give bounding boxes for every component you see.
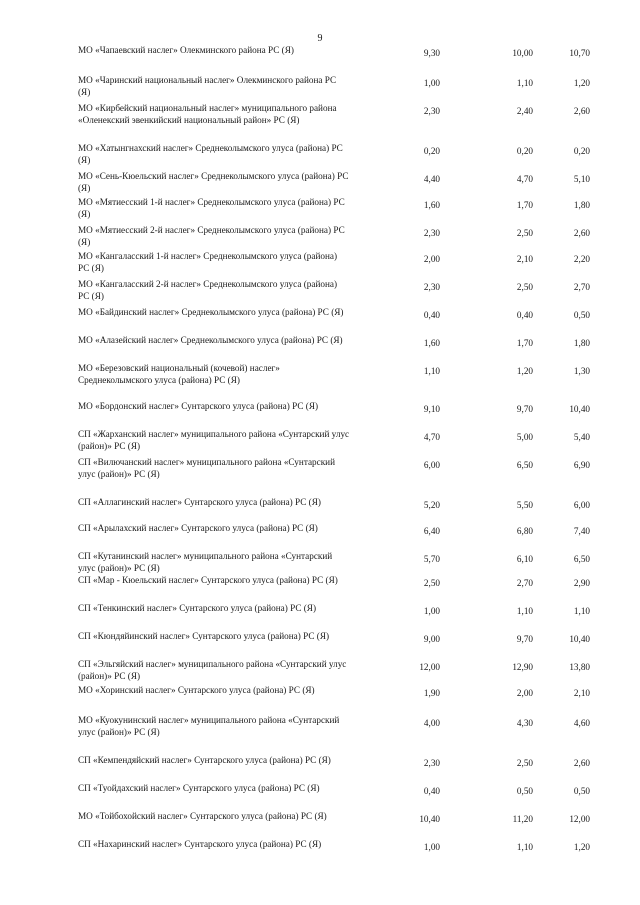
row-value-v2: 2,00 [516, 688, 533, 698]
row-value-v1: 1,60 [423, 338, 440, 348]
row-value-v3: 1,80 [573, 200, 590, 210]
row-value-v1: 5,70 [423, 554, 440, 564]
row-value-v2: 6,80 [516, 526, 533, 536]
row-value-v1: 1,90 [423, 688, 440, 698]
row-value-v1: 9,00 [423, 634, 440, 644]
row-name: СП «Туойдахский наслег» Сунтарского улуса (района) РС (Я) [78, 783, 320, 793]
row-value-v2: 2,50 [516, 228, 533, 238]
row-name: СП «Кутанинский наслег» муниципального района «Сунтарский улус (район)» РС (Я) [78, 551, 333, 573]
row-name: СП «Аллагинский наслег» Сунтарского улуса (района) РС (Я) [78, 497, 321, 507]
row-value-v3: 2,60 [573, 106, 590, 116]
row-value-v2: 4,30 [516, 718, 533, 728]
row-value-v2: 6,50 [516, 460, 533, 470]
row-value-v2: 2,40 [516, 106, 533, 116]
row-value-v1: 4,00 [423, 718, 440, 728]
row-value-v1: 0,40 [423, 786, 440, 796]
row-value-v2: 2,50 [516, 758, 533, 768]
row-name: СП «Вилючанский наслег» муниципального района «Сунтарский улус (район)» РС (Я) [78, 457, 335, 479]
row-value-v1: 2,30 [423, 758, 440, 768]
row-value-v1: 1,00 [423, 842, 440, 852]
row-value-v2: 5,00 [516, 432, 533, 442]
row-name: МО «Хоринский наслег» Сунтарского улуса (района) РС (Я) [78, 685, 315, 695]
row-value-v2: 0,50 [516, 786, 533, 796]
row-value-v3: 10,40 [569, 404, 590, 414]
row-value-v2: 2,70 [516, 578, 533, 588]
row-value-v2: 2,50 [516, 282, 533, 292]
row-name: СП «Мар - Кюельский наслег» Сунтарского улуса (района) РС (Я) [78, 575, 338, 585]
row-name: МО «Березовский национальный (кочевой) наслег» Среднеколымского улуса (района) РС (Я) [78, 363, 280, 385]
row-value-v3: 7,40 [573, 526, 590, 536]
row-value-v3: 1,10 [573, 606, 590, 616]
row-value-v1: 2,30 [423, 282, 440, 292]
row-value-v3: 2,60 [573, 758, 590, 768]
row-value-v1: 9,30 [423, 48, 440, 58]
row-value-v2: 6,10 [516, 554, 533, 564]
row-value-v3: 0,50 [573, 786, 590, 796]
row-name: МО «Хатынгнахский наслег» Среднеколымского улуса (района) РС (Я) [78, 143, 343, 165]
row-name: МО «Сень-Кюельский наслег» Среднеколымского улуса (района) РС (Я) [78, 171, 349, 193]
row-name: МО «Чаринский национальный наслег» Олекминского района РС (Я) [78, 75, 337, 97]
row-value-v1: 5,20 [423, 500, 440, 510]
row-value-v3: 1,30 [573, 366, 590, 376]
row-value-v2: 0,20 [516, 146, 533, 156]
row-value-v3: 2,70 [573, 282, 590, 292]
row-value-v1: 9,10 [423, 404, 440, 414]
row-name: СП «Кюндяйинский наслег» Сунтарского улуса (района) РС (Я) [78, 631, 330, 641]
row-value-v1: 1,00 [423, 606, 440, 616]
row-value-v2: 1,20 [516, 366, 533, 376]
page-number: 9 [317, 33, 323, 44]
row-value-v2: 9,70 [516, 404, 533, 414]
row-value-v2: 10,00 [512, 48, 533, 58]
row-value-v1: 1,10 [423, 366, 440, 376]
row-value-v2: 9,70 [516, 634, 533, 644]
row-value-v2: 1,10 [516, 842, 533, 852]
row-value-v2: 5,50 [516, 500, 533, 510]
row-name: МО «Кангаласский 1-й наслег» Среднеколымского улуса (района) РС (Я) [78, 251, 338, 273]
row-value-v3: 13,80 [569, 662, 590, 672]
row-value-v3: 10,70 [569, 48, 590, 58]
row-value-v1: 4,40 [423, 174, 440, 184]
row-name: МО «Мятиесский 2-й наслег» Среднеколымского улуса (района) РС (Я) [78, 225, 345, 247]
row-name: МО «Чапаевский наслег» Олекминского района РС (Я) [78, 45, 294, 55]
row-value-v3: 6,00 [573, 500, 590, 510]
row-name: МО «Куокунинский наслег» муниципального района «Сунтарский улус (район)» РС (Я) [78, 715, 340, 737]
row-name: СП «Нахаринский наслег» Сунтарского улуса (района) РС (Я) [78, 839, 322, 849]
row-value-v3: 6,50 [573, 554, 590, 564]
row-value-v2: 1,70 [516, 338, 533, 348]
row-value-v1: 0,20 [423, 146, 440, 156]
row-value-v1: 12,00 [419, 662, 440, 672]
row-value-v3: 2,90 [573, 578, 590, 588]
row-name: СП «Арылахский наслег» Сунтарского улуса (района) РС (Я) [78, 523, 318, 533]
row-value-v3: 5,10 [573, 174, 590, 184]
row-value-v2: 4,70 [516, 174, 533, 184]
row-value-v3: 5,40 [573, 432, 590, 442]
row-name: МО «Мятиесский 1-й наслег» Среднеколымского улуса (района) РС (Я) [78, 197, 345, 219]
row-value-v1: 6,00 [423, 460, 440, 470]
row-value-v3: 1,20 [573, 842, 590, 852]
row-value-v3: 6,90 [573, 460, 590, 470]
row-value-v3: 2,10 [573, 688, 590, 698]
row-name: СП «Тенкинский наслег» Сунтарского улуса (района) РС (Я) [78, 603, 316, 613]
row-value-v2: 0,40 [516, 310, 533, 320]
row-value-v3: 1,80 [573, 338, 590, 348]
row-value-v3: 2,20 [573, 254, 590, 264]
row-value-v3: 12,00 [569, 814, 590, 824]
row-name: МО «Тойбохойский наслег» Сунтарского улуса (района) РС (Я) [78, 811, 327, 821]
row-value-v3: 1,20 [573, 78, 590, 88]
row-value-v1: 6,40 [423, 526, 440, 536]
row-value-v2: 1,10 [516, 606, 533, 616]
row-name: МО «Кирбейский национальный наслег» муниципального района «Оленекский эвенкийский национальный район» РС (Я) [78, 103, 337, 125]
row-name: СП «Кемпендяйский наслег» Сунтарского улуса (района) РС (Я) [78, 755, 331, 765]
row-name: МО «Бордонский наслег» Сунтарского улуса (района) РС (Я) [78, 401, 319, 411]
row-value-v1: 2,50 [423, 578, 440, 588]
row-value-v1: 10,40 [419, 814, 440, 824]
row-name: МО «Байдинский наслег» Среднеколымского улуса (района) РС (Я) [78, 307, 344, 317]
row-value-v3: 0,50 [573, 310, 590, 320]
row-value-v2: 2,10 [516, 254, 533, 264]
row-name: МО «Алазейский наслег» Среднеколымского улуса (района) РС (Я) [78, 335, 343, 345]
row-value-v2: 11,20 [512, 814, 533, 824]
row-value-v3: 0,20 [573, 146, 590, 156]
row-value-v3: 2,60 [573, 228, 590, 238]
row-value-v1: 2,00 [423, 254, 440, 264]
row-value-v1: 4,70 [423, 432, 440, 442]
row-name: СП «Эльгяйский наслег» муниципального района «Сунтарский улус (район)» РС (Я) [78, 659, 347, 681]
row-value-v1: 2,30 [423, 228, 440, 238]
row-name: МО «Кангаласский 2-й наслег» Среднеколымского улуса (района) РС (Я) [78, 279, 338, 301]
row-value-v3: 10,40 [569, 634, 590, 644]
row-value-v2: 1,10 [516, 78, 533, 88]
row-value-v1: 0,40 [423, 310, 440, 320]
row-value-v3: 4,60 [573, 718, 590, 728]
row-value-v1: 2,30 [423, 106, 440, 116]
row-name: СП «Жарханский наслег» муниципального района «Сунтарский улус (район)» РС (Я) [78, 429, 350, 451]
row-value-v2: 12,90 [512, 662, 533, 672]
row-value-v1: 1,60 [423, 200, 440, 210]
row-value-v2: 1,70 [516, 200, 533, 210]
row-value-v1: 1,00 [423, 78, 440, 88]
